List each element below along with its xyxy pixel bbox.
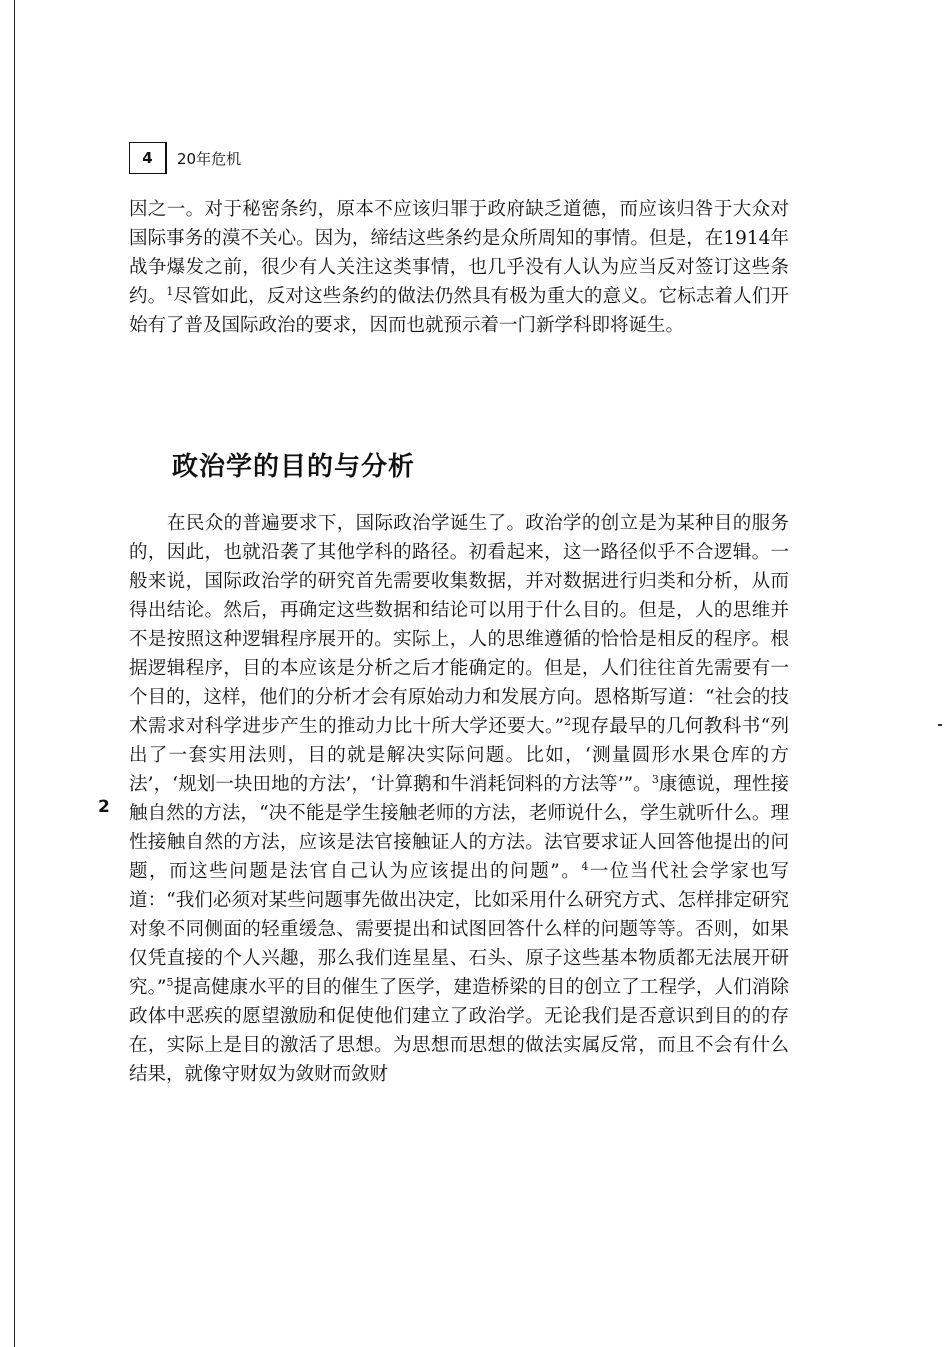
footnote-ref-4: 4 bbox=[581, 859, 589, 873]
scan-speck bbox=[938, 724, 942, 726]
paragraph-1-continued: 尽管如此，反对这些条约的做法仍然具有极为重大的意义。它标志着人们开始有了普及国际政治的要求，因而也就预示着一门新学科即将诞生。 bbox=[129, 286, 789, 336]
original-page-marker: 2 bbox=[98, 797, 110, 817]
page-header bbox=[129, 142, 241, 174]
footnote-ref-2: 2 bbox=[564, 714, 572, 728]
footnote-ref-3: 3 bbox=[651, 772, 659, 786]
paragraph-2-part-d: 一位当代社会学家也写道：“我们必须对某些问题事先做出决定，比如采用什么研究方式、怎样排定研究对象不同侧面的轻重缓急、需要提出和试图回答什么样的问题等等。否则，如果仅凭直接的个人兴趣，那么我们连星星、石头、原子这些基本物质都无法展开研究。” bbox=[129, 861, 789, 998]
header-divider bbox=[165, 142, 167, 174]
paragraph-1 bbox=[129, 195, 789, 340]
paragraph-1-text: 因之一。对于秘密条约，原本不应该归罪于政府缺乏道德，而应该归咎于大众对国际事务的漠不关心。因为，缔结这些条约是众所周知的事情。但是，在1914年战争爆发之前，很少有人关注这类事情，也几乎没有人认为应当反对签订这些条约。 bbox=[129, 199, 789, 307]
page-edge-line bbox=[14, 0, 15, 1347]
paragraph-2-part-c: 康德说，理性接触自然的方法，“决不能是学生接触老师的方法，老师说什么，学生就听什么。理性接触自然的方法，应该是法官接触证人的方法。法官要求证人回答他提出的问题，而这些问题是法官自己认为应该提出的问题”。 bbox=[129, 774, 789, 882]
footnote-ref-5: 5 bbox=[166, 975, 174, 989]
paragraph-2 bbox=[129, 509, 789, 1089]
paragraph-2-part-b: 现存最早的几何教科书“列出了一套实用法则，目的就是解决实际问题。比如，‘测量圆形水果仓库的方法’，‘规划一块田地的方法’，‘计算鹅和牛消耗饲料的方法等’”。 bbox=[129, 716, 789, 795]
running-title: 20年危机 bbox=[177, 149, 242, 168]
page-number: 4 bbox=[129, 142, 165, 174]
paragraph-2-part-e: 提高健康水平的目的催生了医学，建造桥梁的目的创立了工程学，人们消除政体中恶疾的愿望激励和促使他们建立了政治学。无论我们是否意识到目的的存在，实际上是目的激活了思想。为思想而思想的做法实属反常，而且不会有什么结果，就像守财奴为敛财而敛财 bbox=[129, 977, 789, 1085]
paragraph-2-part-a: 在民众的普遍要求下，国际政治学诞生了。政治学的创立是为某种目的服务的，因此，也就沿袭了其他学科的路径。初看起来，这一路径似乎不合逻辑。一般来说，国际政治学的研究首先需要收集数据，并对数据进行归类和分析，从而得出结论。然后，再确定这些数据和结论可以用于什么目的。但是，人的思维并不是按照这种逻辑程序展开的。实际上，人的思维遵循的恰恰是相反的程序。根据逻辑程序，目的本应该是分析之后才能确定的。但是，人们往往首先需要有一个目的，这样，他们的分析才会有原始动力和发展方向。恩格斯写道：“社会的技术需求对科学进步产生的推动力比十所大学还要大。” bbox=[129, 513, 789, 737]
section-heading: 政治学的目的与分析 bbox=[172, 452, 416, 482]
footnote-ref-1: 1 bbox=[166, 284, 174, 298]
